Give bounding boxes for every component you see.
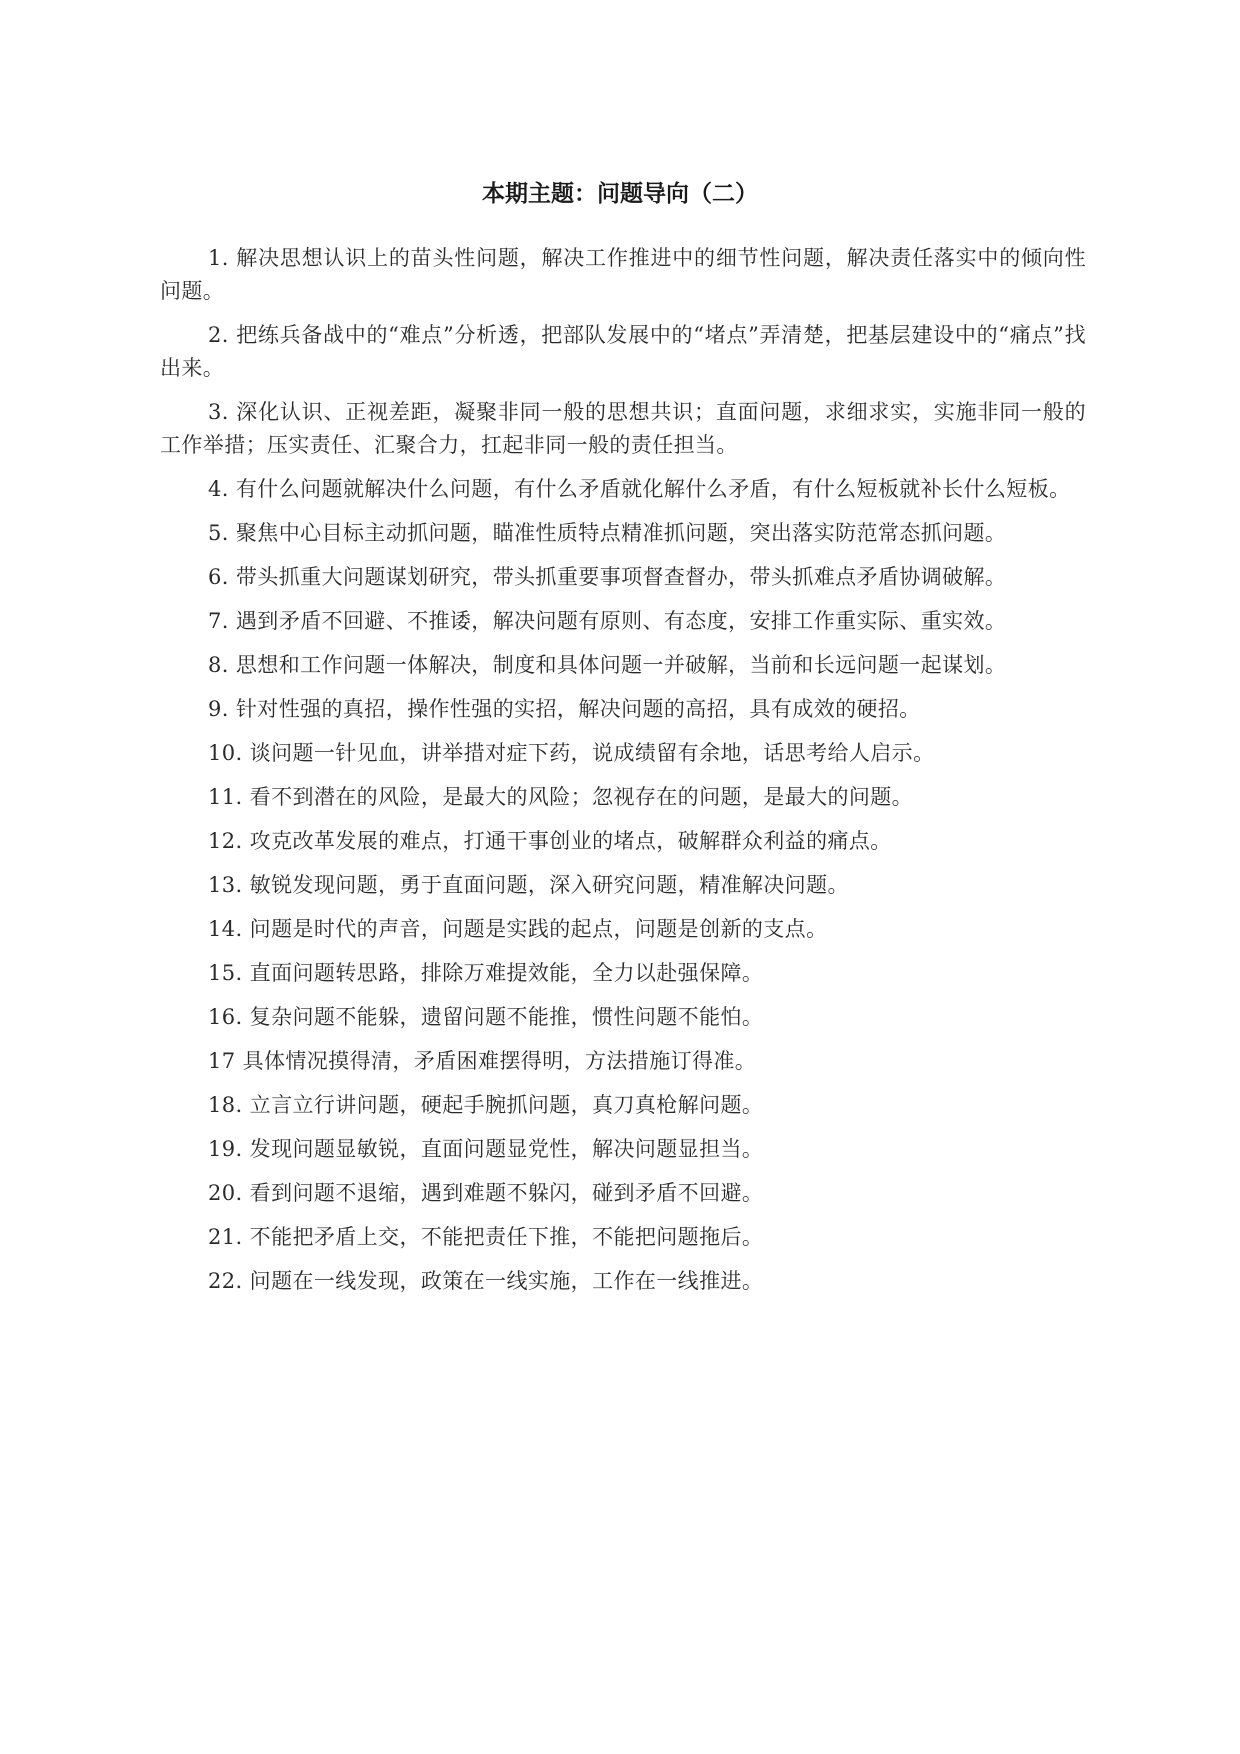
list-item: 17 具体情况摸得清，矛盾困难摆得明，方法措施订得准。 xyxy=(208,1049,757,1073)
item-list xyxy=(160,242,1086,1309)
list-item: 10. 谈问题一针见血，讲举措对症下药，说成绩留有余地，话思考给人启示。 xyxy=(208,741,935,765)
list-item: 8. 思想和工作问题一体解决，制度和具体问题一并破解，当前和长远问题一起谋划。 xyxy=(208,653,1007,677)
list-item: 16. 复杂问题不能躲，遗留问题不能推，惯性问题不能怕。 xyxy=(208,1005,764,1029)
list-item: 12. 攻克改革发展的难点，打通干事创业的堵点，破解群众利益的痛点。 xyxy=(208,829,892,853)
list-item: 19. 发现问题显敏锐，直面问题显党性，解决问题显担当。 xyxy=(208,1137,764,1161)
list-item: 21. 不能把矛盾上交，不能把责任下推，不能把问题拖后。 xyxy=(208,1225,764,1249)
list-item: 22. 问题在一线发现，政策在一线实施，工作在一线推进。 xyxy=(208,1269,764,1293)
list-item: 1. 解决思想认识上的苗头性问题，解决工作推进中的细节性问题，解决责任落实中的倾向性问题。 xyxy=(160,246,1086,303)
list-item: 9. 针对性强的真招，操作性强的实招，解决问题的高招，具有成效的硬招。 xyxy=(208,697,921,721)
list-item: 15. 直面问题转思路，排除万难提效能，全力以赴强保障。 xyxy=(208,961,764,985)
list-item: 20. 看到问题不退缩，遇到难题不躲闪，碰到矛盾不回避。 xyxy=(208,1181,764,1205)
list-item: 11. 看不到潜在的风险，是最大的风险；忽视存在的问题，是最大的问题。 xyxy=(208,785,914,809)
list-item: 3. 深化认识、正视差距，凝聚非同一般的思想共识；直面问题，求细求实，实施非同一般的工作举措；压实责任、汇聚合力，扛起非同一般的责任担当。 xyxy=(160,400,1086,457)
list-item: 2. 把练兵备战中的“难点”分析透，把部队发展中的“堵点”弄清楚，把基层建设中的“痛点”找出来。 xyxy=(160,323,1086,380)
list-item: 4. 有什么问题就解决什么问题，有什么矛盾就化解什么矛盾，有什么短板就补长什么短板。 xyxy=(208,477,1071,501)
list-item: 5. 聚焦中心目标主动抓问题，瞄准性质特点精准抓问题，突出落实防范常态抓问题。 xyxy=(208,521,1007,545)
list-item: 14. 问题是时代的声音，问题是实践的起点，问题是创新的支点。 xyxy=(208,917,828,941)
list-item: 13. 敏锐发现问题，勇于直面问题，深入研究问题，精准解决问题。 xyxy=(208,873,849,897)
list-item: 7. 遇到矛盾不回避、不推诿，解决问题有原则、有态度，安排工作重实际、重实效。 xyxy=(208,609,1007,633)
page-title: 本期主题：问题导向（二） xyxy=(482,181,758,207)
list-item: 6. 带头抓重大问题谋划研究，带头抓重要事项督查督办，带头抓难点矛盾协调破解。 xyxy=(208,565,1007,589)
list-item: 18. 立言立行讲问题，硬起手腕抓问题，真刀真枪解问题。 xyxy=(208,1093,764,1117)
